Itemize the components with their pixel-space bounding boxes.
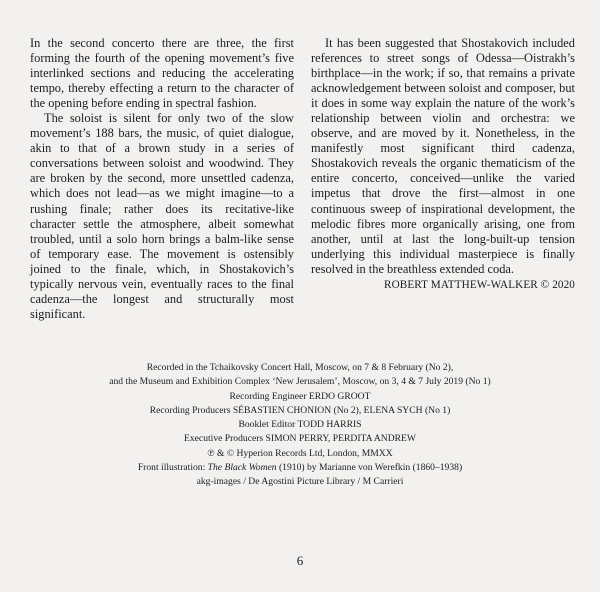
executive-producers: Executive Producers SIMON PERRY, PERDITA ANDREW bbox=[184, 433, 416, 445]
left-column bbox=[30, 36, 294, 322]
image-credit: akg-images / De Agostini Picture Library / M Carrieri bbox=[196, 476, 404, 488]
booklet-editor: Booklet Editor TODD HARRIS bbox=[238, 419, 362, 431]
illustration-suffix: (1910) by Marianne von Werefkin (1860–1938) bbox=[276, 462, 463, 474]
paragraph: In the second concerto there are three, the first forming the fourth of the opening movement’s five interlinked sections and reducing the accelerating tempo, thereby effecting a return to the character of the opening before ending in spectral fashion. bbox=[30, 36, 294, 111]
recording-engineer: Recording Engineer ERDO GROOT bbox=[229, 390, 371, 402]
illustration-title: The Black Women bbox=[207, 462, 277, 474]
front-illustration-credit bbox=[60, 461, 540, 475]
page-number: 6 bbox=[296, 553, 304, 568]
right-column bbox=[311, 36, 575, 293]
recording-credits bbox=[60, 361, 540, 490]
recording-venue-line: Recorded in the Tchaikovsky Concert Hall, Moscow, on 7 & 8 February (No 2), bbox=[146, 362, 454, 373]
recording-producers: Recording Producers SÉBASTIEN CHONION (No 2), ELENA SYCH (No 1) bbox=[149, 404, 451, 416]
paragraph: It has been suggested that Shostakovich included references to street songs of Odessa—Oistrakh’s birthplace—in the work; if so, that remains a private acknowledgement between soloist and composer, but it does in some way explain the nature of the work’s relationship between violin and orchestra: we observe, and are moved by it. Nonetheless, in the manifestly most significant third cadenza, Shostakovich reveals the organic thematicism of the entire concerto, conceived—unlike the varied impetus that drove the first—almost in one continuous sweep of inspirational development, the melodic fibres more organically arising, one from another, until at last the long-built-up tension underlying this individual masterpiece is finally resolved in the breathless extended coda. bbox=[311, 36, 575, 276]
copyright-line: ℗ & © Hyperion Records Ltd, London, MMXX bbox=[207, 447, 393, 459]
recording-venue-line: and the Museum and Exhibition Complex ‘New Jerusalem’, Moscow, on 3, 4 & 7 July 2019 (No 1) bbox=[109, 376, 491, 388]
illustration-prefix: Front illustration: bbox=[137, 462, 208, 474]
author-signature: ROBERT MATTHEW-WALKER © 2020 bbox=[384, 278, 575, 291]
paragraph: The soloist is silent for only two of the slow movement’s 188 bars, the music, of quiet dialogue, akin to that of a brown study in a series of conversations between soloist and woodwind. They are broken by the second, more unsettled cadenza, which does not lead—as we might imagine—to a rushing finale; rather does its recitative-like character settle the atmosphere, albeit somewhat troubled, until a solo horn brings a balm-like sense of temporary ease. The movement is ostensibly joined to the finale, which, in Shostakovich’s typically nervous vein, eventually races to the final cadenza—the longest and structurally most significant. bbox=[30, 111, 294, 321]
